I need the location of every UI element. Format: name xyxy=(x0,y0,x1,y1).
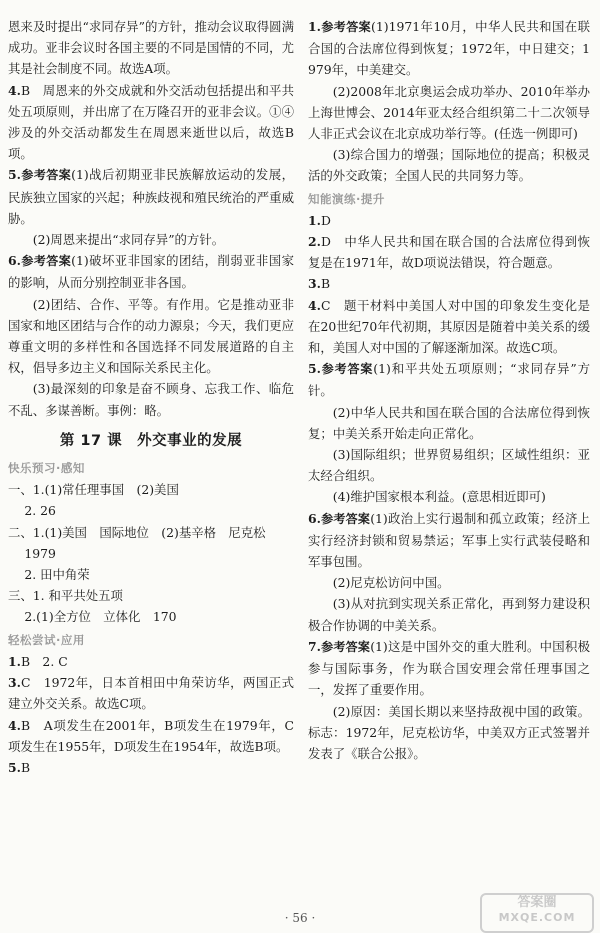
answer-para: 1.B 2. C xyxy=(8,653,68,669)
answer-para: (4)维护国家根本利益。(意思相近即可) xyxy=(332,489,546,505)
list-item: 一、1.(1)常任理事国 (2)美国 xyxy=(8,482,179,498)
list-item: 2. 26 xyxy=(8,503,56,519)
answer-para: 3.B xyxy=(308,276,331,292)
watermark-url: MXQE.COM xyxy=(498,911,576,924)
answer-para: 7.参考答案(1)这是中国外交的重大胜利。中国积极参与国际事务，作为联合国安理会常任理事国之一，发挥了重要作用。 xyxy=(308,638,590,698)
list-item: 二、1.(1)美国 国际地位 (2)基辛格 尼克松 xyxy=(8,524,266,540)
list-item: 2. 田中角荣 xyxy=(8,567,90,583)
section-heading: 知能演练·提升 xyxy=(308,191,385,206)
answer-para: (3)国际组织；世界贸易组织；区域性组织：亚太经合组织。 xyxy=(308,447,590,484)
answer-para: (2)原因：美国长期以来坚持敌视中国的政策。标志：1972年，尼克松访华，中美双方正式签署并发表了《联合公报》。 xyxy=(308,703,590,761)
answer-para: (3)最深刻的印象是奋不顾身、忘我工作、临危不乱、多谋善断。事例：略。 xyxy=(8,381,294,418)
answer-para: 恩来及时提出“求同存异”的方针，推动会议取得圆满成功。亚非会议时各国主要的不同是国情的不同，尤其是社会制度不同。故选A项。 xyxy=(8,19,294,77)
lesson-title: 第 17 课 外交事业的发展 xyxy=(59,432,243,449)
list-item: 1979 xyxy=(8,545,56,561)
answer-para: 3.C 1972年，日本首相田中角荣访华，两国正式建立外交关系。故选C项。 xyxy=(8,675,294,712)
answer-para: 5.参考答案(1)和平共处五项原则；“求同存异”方针。 xyxy=(308,361,590,399)
answer-para: (3)从对抗到实现关系正常化，再到努力建设积极合作协调的中美关系。 xyxy=(308,596,590,633)
answer-para: 1.D xyxy=(308,212,331,228)
answer-para: (2)2008年北京奥运会成功举办、2010年举办上海世博会、2014年亚太经合组织第二十二次领导人非正式会议在北京成功举行等。(任选一例即可) xyxy=(308,83,590,142)
answer-para: 6.参考答案(1)破坏亚非国家的团结，削弱亚非国家的影响，从而分别控制亚非各国。 xyxy=(8,253,294,291)
section-heading: 快乐预习·感知 xyxy=(8,461,85,476)
list-item: 三、1. 和平共处五项 xyxy=(8,588,123,604)
list-item: 2.(1)全方位 立体化 170 xyxy=(8,609,177,625)
answer-para: (2)尼克松访问中国。 xyxy=(332,575,450,591)
answer-para: 4.B 周恩来的外交成就和外交活动包括提出和平共处五项原则，并出席了在万隆召开的亚非会议。①④涉及的外交活动都发生在周恩来逝世以后，故选B项。 xyxy=(8,82,294,162)
answer-para: (2)周恩来提出“求同存异”的方针。 xyxy=(32,232,225,248)
watermark-logo xyxy=(480,893,594,933)
answer-para: 6.参考答案(1)政治上实行遏制和孤立政策；经济上实行经济封锁和贸易禁运；军事上实行武装侵略和军事包围。 xyxy=(308,510,590,570)
answer-para: 5.B xyxy=(8,759,31,775)
watermark-title: 答案圈 xyxy=(517,895,557,910)
left-column xyxy=(8,16,294,778)
answer-para: 5.参考答案(1)战后初期亚非民族解放运动的发展，民族独立国家的兴起；种族歧视和殖民统治的严重威胁。 xyxy=(8,167,294,226)
page-number: · 56 · xyxy=(284,911,316,925)
answer-para: 4.B A项发生在2001年，B项发生在1979年，C项发生在1955年，D项发生在1954年，故选B项。 xyxy=(8,717,294,754)
answer-para: 4.C 题干材料中美国人对中国的印象发生变化是在20世纪70年代初期，其原因是随着中美关系的缓和，美国人对中国的了解逐渐加深。故选C项。 xyxy=(308,297,590,356)
answer-para: (2)中华人民共和国在联合国的合法席位得到恢复；中美关系开始走向正常化。 xyxy=(308,404,590,441)
answer-para: 2.D 中华人民共和国在联合国的合法席位得到恢复是在1971年，故D项说法错误，符合题意。 xyxy=(308,234,590,271)
answer-para: (3)综合国力的增强；国际地位的提高；积极灵活的外交政策；全国人民的共同努力等。 xyxy=(308,147,590,184)
answer-para: 1.参考答案(1)1971年10月，中华人民共和国在联合国的合法席位得到恢复；1972年，中日建交；1979年，中美建交。 xyxy=(308,19,590,78)
answer-para: (2)团结、合作、平等。有作用。它是推动亚非国家和地区团结与合作的动力源泉；今天，我们更应尊重文明的多样性和各国选择不同发展道路的自主权，倡导多边主义和国际关系民主化。 xyxy=(8,296,294,376)
section-heading: 轻松尝试·应用 xyxy=(8,632,85,647)
right-column xyxy=(308,16,590,764)
